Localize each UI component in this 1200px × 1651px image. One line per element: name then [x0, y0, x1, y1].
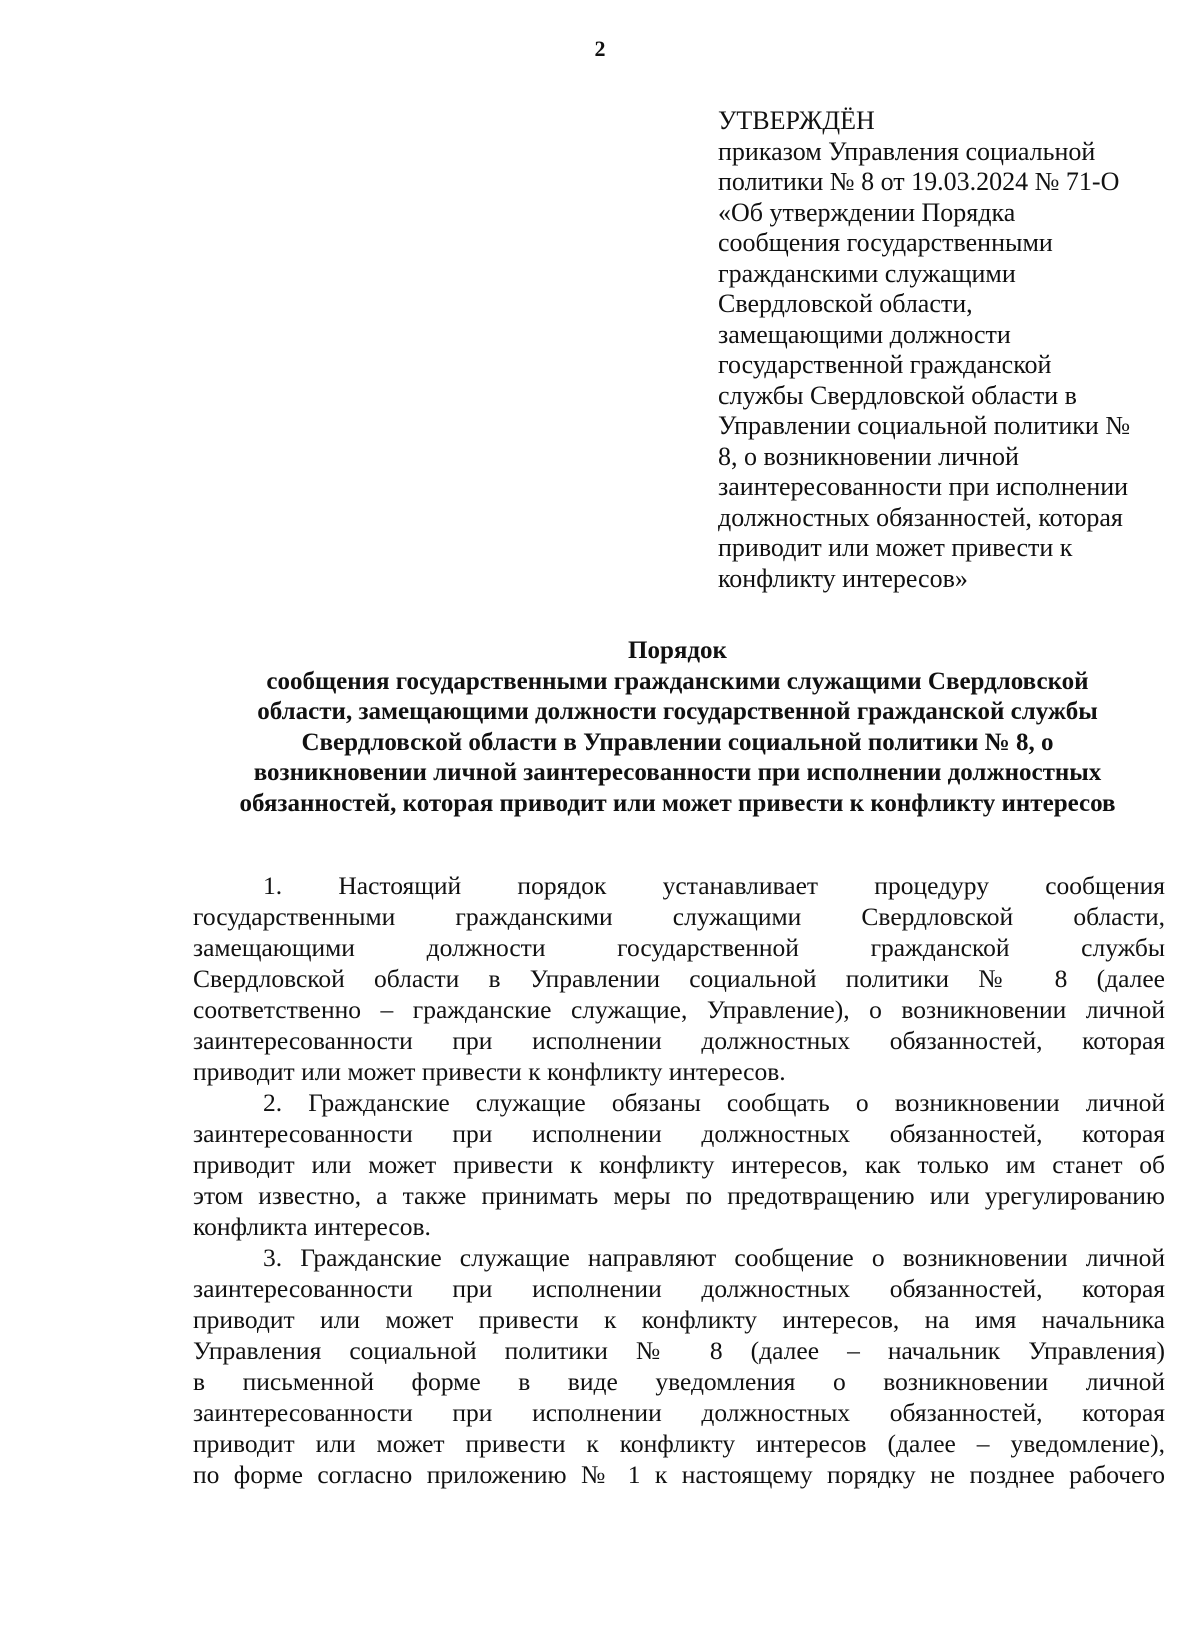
title-line: обязанностей, которая приводит или может привести к конфликту интересов — [239, 789, 1116, 817]
paragraph-line: приводит или может привести к конфликту интересов, как только им станет об — [193, 1150, 1165, 1179]
paragraph-line: конфликта интересов. — [193, 1212, 431, 1241]
approval-line: сообщения государственными — [718, 228, 1053, 257]
approval-line: Свердловской области, — [718, 289, 973, 318]
paragraph-line: в письменной форме в виде уведомления о возникновении личной — [193, 1367, 1165, 1396]
approval-line: 8, о возникновении личной — [718, 441, 1019, 471]
approval-line: УТВЕРЖДЁН — [718, 106, 875, 135]
title-line: возникновении личной заинтересованности при исполнении должностных — [253, 759, 1102, 786]
page-number: 2 — [594, 36, 606, 61]
paragraph-line: приводит или может привести к конфликту интересов, на имя начальника — [193, 1305, 1165, 1334]
paragraph-2 — [193, 1087, 1165, 1242]
paragraph-1 — [193, 870, 1165, 1087]
title-heading: Порядок — [628, 637, 727, 664]
paragraph-line: государственными гражданскими служащими Свердловской области, — [193, 902, 1165, 931]
paragraph-line: приводит или может привести к конфликту интересов. — [193, 1057, 786, 1086]
paragraph-line: Свердловской области в Управлении социальной политики № 8 (далее — [193, 964, 1165, 993]
approval-line: службы Свердловской области в — [718, 380, 1077, 410]
approval-line: «Об утверждении Порядка — [718, 197, 1016, 227]
paragraph-line: заинтересованности при исполнении должностных обязанностей, которая — [193, 1026, 1165, 1055]
approval-block — [718, 106, 1178, 594]
approval-line: приводит или может привести к — [718, 533, 1073, 562]
paragraph-line: заинтересованности при исполнении должностных обязанностей, которая — [193, 1398, 1165, 1427]
approval-line: заинтересованности при исполнении — [718, 472, 1129, 501]
paragraph-line: 1. Настоящий порядок устанавливает процедуру сообщения — [263, 871, 1165, 900]
paragraph-3 — [193, 1242, 1165, 1490]
document-body — [193, 870, 1165, 1490]
approval-line: гражданскими служащими — [718, 258, 1016, 288]
document-title — [150, 636, 1200, 819]
paragraph-line: 3. Гражданские служащие направляют сообщение о возникновении личной — [263, 1243, 1165, 1272]
title-line: сообщения государственными гражданскими служащими Свердловской — [266, 667, 1089, 695]
paragraph-line: по форме согласно приложению № 1 к настоящему порядку не позднее рабочего — [193, 1460, 1165, 1489]
approval-line: замещающими должности — [718, 319, 1011, 349]
paragraph-line: заинтересованности при исполнении должностных обязанностей, которая — [193, 1274, 1165, 1303]
paragraph-line: замещающими должности государственной гражданской службы — [193, 933, 1165, 962]
title-line: области, замещающими должности государственной гражданской службы — [257, 698, 1098, 725]
approval-line: приказом Управления социальной — [718, 136, 1096, 166]
paragraph-line: соответственно – гражданские служащие, Управление), о возникновении личной — [193, 995, 1165, 1024]
paragraph-line: этом известно, а также принимать меры по предотвращению или урегулированию — [193, 1181, 1165, 1210]
title-line: Свердловской области в Управлении социальной политики № 8, о — [301, 728, 1054, 756]
approval-line: государственной гражданской — [718, 350, 1052, 379]
approval-line: политики № 8 от 19.03.2024 № 71-О — [718, 167, 1120, 196]
paragraph-line: заинтересованности при исполнении должностных обязанностей, которая — [193, 1119, 1165, 1148]
approval-line: конфликту интересов» — [718, 563, 968, 593]
paragraph-line: 2. Гражданские служащие обязаны сообщать о возникновении личной — [263, 1088, 1165, 1117]
paragraph-line: Управления социальной политики № 8 (далее – начальник Управления) — [193, 1336, 1165, 1365]
paragraph-line: приводит или может привести к конфликту интересов (далее – уведомление), — [193, 1429, 1165, 1458]
approval-line: должностных обязанностей, которая — [718, 502, 1123, 532]
approval-line: Управлении социальной политики № — [718, 411, 1131, 440]
